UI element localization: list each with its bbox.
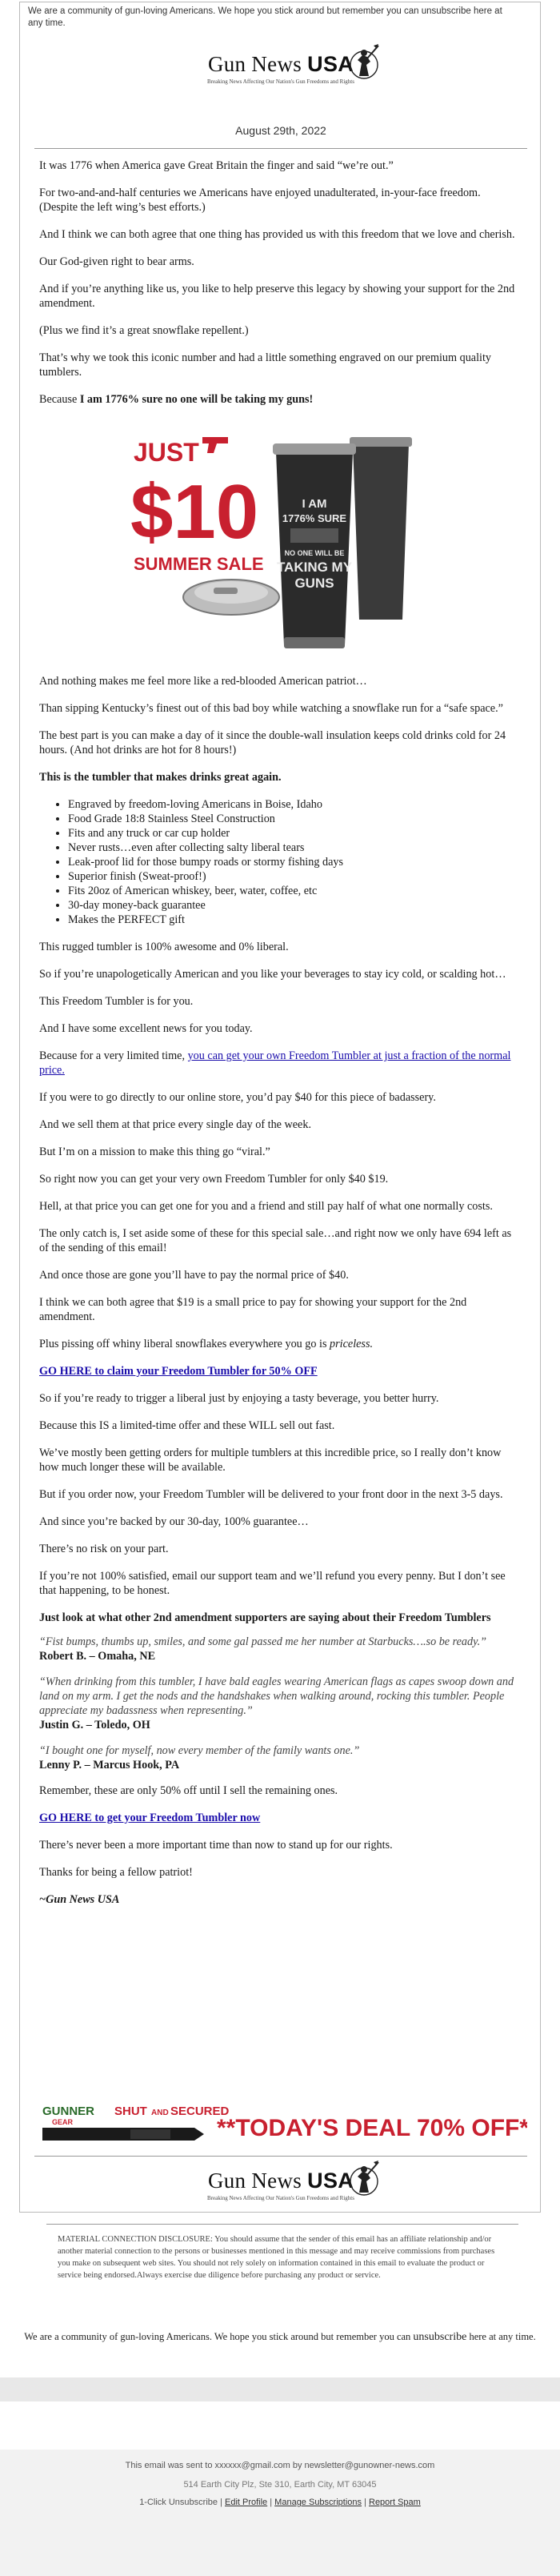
logo-title: Gun News USA xyxy=(207,52,354,76)
disclosure-divider xyxy=(46,2224,518,2225)
edit-profile-link[interactable]: Edit Profile xyxy=(224,2498,268,2507)
footer-divider xyxy=(34,2156,527,2157)
paragraph: Because for a very limited time, you can get your own Freedom Tumbler at just a fraction of the normal price. xyxy=(39,1049,511,1077)
paragraph: Because I am 1776% sure no one will be taking my guns! xyxy=(39,393,314,406)
svg-text:GUNS: GUNS xyxy=(294,576,334,591)
tumbler-promo-image[interactable] xyxy=(119,419,439,660)
paragraph: This Freedom Tumbler is for you. xyxy=(39,995,194,1008)
paragraph: So if you’re ready to trigger a liberal just by enjoying a tasty beverage, you better hurry. xyxy=(39,1392,439,1405)
paragraph: (Plus we find it’s a great snowflake repellent.) xyxy=(39,324,249,337)
paragraph: And I think we can both agree that one thing has provided us with this freedom that we love and cherish. xyxy=(39,228,515,241)
list-item: • Makes the PERFECT gift xyxy=(68,913,519,927)
list-item: • 30-day money-back guarantee xyxy=(68,898,519,913)
paragraph: For two-and-and-half centuries we Americans have enjoyed unadulterated, in-your-face freedom. (Despite the left wing’s best efforts.) xyxy=(39,187,481,214)
paragraph: And we sell them at that price every single day of the week. xyxy=(39,1118,311,1131)
material-disclosure: MATERIAL CONNECTION DISCLOSURE: You should assume that the sender of this email has an affiliate relationship and/or another material connection to the persons or businesses mentioned in this message and may receive commissions from purchases you make on subsequent web sites. You should not rely solely on information contained in this email to evaluate the product or service being endorsed.Always exercise due diligence before purchasing any product or service. xyxy=(58,2235,495,2280)
list-item: • Fits 20oz of American whiskey, beer, water, coffee, etc xyxy=(68,884,519,898)
paragraph: Our God-given right to bear arms. xyxy=(39,255,194,268)
svg-text:I AM: I AM xyxy=(302,497,327,511)
svg-text:NO ONE WILL BE: NO ONE WILL BE xyxy=(284,549,345,557)
feature-list xyxy=(39,797,519,927)
testimonials-heading: Just look at what other 2nd amendment supporters are saying about their Freedom Tumblers xyxy=(39,1611,491,1624)
list-item: • Leak-proof lid for those bumpy roads or stormy fishing days xyxy=(68,855,519,869)
paragraph: Plus pissing off whiny liberal snowflakes everywhere you go is priceless. xyxy=(39,1338,374,1350)
svg-text:1776% SURE: 1776% SURE xyxy=(282,512,347,524)
paragraph: So right now you can get your very own Freedom Tumbler for only $40 $19. xyxy=(39,1173,389,1186)
paragraph: We’ve mostly been getting orders for multiple tumblers at this incredible price, so I really don’t know how much longer these will be available. xyxy=(39,1446,502,1474)
paragraph: Because this IS a limited-time offer and these WILL sell out fast. xyxy=(39,1419,335,1432)
one-click-unsubscribe[interactable]: 1-Click Unsubscribe xyxy=(139,2498,218,2507)
deal-banner-graphic xyxy=(34,2096,527,2152)
paragraph: Than sipping Kentucky’s finest out of this bad boy while watching a snowflake run for a “safe space.” xyxy=(39,702,503,715)
just-label: JUST xyxy=(134,438,199,467)
testimonial-author: Robert B. – Omaha, NE xyxy=(39,1650,156,1663)
paragraph: This rugged tumbler is 100% awesome and 0% liberal. xyxy=(39,941,289,953)
paragraph: And if you’re anything like us, you like to help preserve this legacy by showing your support for the 2nd amendment. xyxy=(39,283,515,310)
signoff: ~Gun News USA xyxy=(39,1893,120,1906)
tumbler-icon xyxy=(276,451,353,645)
svg-text:SECURED: SECURED xyxy=(170,2105,230,2118)
tumbler-sale-graphic xyxy=(119,419,439,660)
paragraph: The best part is you can make a day of it since the double-wall insulation keeps cold drinks cold for 24 hours. (And hot drinks are hot for 8 hours!) xyxy=(39,729,506,756)
soldier-emblem-icon xyxy=(346,2159,382,2199)
paragraph: And once those are gone you’ll have to pay the normal price of $40. xyxy=(39,1269,349,1282)
header-divider xyxy=(34,148,527,149)
summer-sale-label: SUMMER SALE xyxy=(134,554,264,574)
list-item: • Superior finish (Sweat-proof!) xyxy=(68,869,519,884)
claim-tumbler-link[interactable]: GO HERE to claim your Freedom Tumbler for 50% OFF xyxy=(39,1365,318,1378)
testimonial-quote: “I bought one for myself, now every member of the family wants one.” xyxy=(39,1744,360,1757)
list-item: • Fits and any truck or car cup holder xyxy=(68,826,519,841)
paragraph: If you were to go directly to our online store, you’d pay $40 for this piece of badassery. xyxy=(39,1091,436,1104)
paragraph: And since you’re backed by our 30-day, 100% guarantee… xyxy=(39,1515,309,1528)
paragraph: Remember, these are only 50% off until I sell the remaining ones. xyxy=(39,1784,338,1797)
manage-subscriptions-link[interactable]: Manage Subscriptions xyxy=(274,2498,362,2507)
testimonial-author: Lenny P. – Marcus Hook, PA xyxy=(39,1759,180,1772)
top-note: We are a community of gun-loving Americans. We hope you stick around but remember you can unsubscribe here at any time. xyxy=(28,6,502,28)
fraction-price-link[interactable]: you can get your own Freedom Tumbler at just a fraction of the normal price. xyxy=(39,1049,511,1077)
mailing-address: 514 Earth City Plz, Ste 310, Earth City, MT 63045 xyxy=(183,2480,377,2490)
header-logo[interactable] xyxy=(20,52,542,85)
svg-text:AND: AND xyxy=(151,2109,169,2117)
paragraph: Thanks for being a fellow patriot! xyxy=(39,1866,193,1879)
svg-text:GEAR: GEAR xyxy=(52,2118,74,2126)
list-item: • Never rusts…even after collecting salty liberal tears xyxy=(68,841,519,855)
footer-logo[interactable] xyxy=(20,2169,542,2201)
logo-tagline: Breaking News Affecting Our Nation's Gun Freedoms and Rights xyxy=(207,2195,354,2201)
issue-date: August 29th, 2022 xyxy=(235,124,326,137)
unsubscribe-link[interactable]: unsubscribe xyxy=(413,2331,467,2343)
community-note: We are a community of gun-loving Americans. We hope you stick around but remember you can unsubscribe here at any time. xyxy=(24,2331,536,2343)
gunner-brand: GUNNER xyxy=(42,2105,95,2118)
bold-claim: I am 1776% sure no one will be taking my guns! xyxy=(79,393,314,406)
paragraph: So if you’re unapologetically American and you like your beverages to stay icy cold, or scalding hot… xyxy=(39,968,506,981)
logo-title: Gun News USA xyxy=(207,2169,354,2193)
paragraph: I think we can both agree that $19 is a small price to pay for showing your support for the 2nd amendment. xyxy=(39,1296,467,1323)
sent-to-notice: This email was sent to xxxxxx@gmail.com by newsletter@gunowner-news.com xyxy=(125,2461,435,2470)
list-item: • Engraved by freedom-loving Americans in Boise, Idaho xyxy=(68,797,519,812)
email-footer xyxy=(0,2450,560,2576)
get-tumbler-link[interactable]: GO HERE to get your Freedom Tumbler now xyxy=(39,1812,261,1824)
price-label: $10 xyxy=(130,469,259,555)
pistol-icon xyxy=(202,437,228,453)
paragraph: But if you order now, your Freedom Tumbler will be delivered to your front door in the next 3-5 days. xyxy=(39,1488,503,1501)
spacer-band xyxy=(0,2377,560,2401)
deal-banner[interactable] xyxy=(34,2096,527,2152)
paragraph: There’s no risk on your part. xyxy=(39,1543,169,1555)
logo-tagline: Breaking News Affecting Our Nation's Gun Freedoms and Rights xyxy=(207,78,354,85)
paragraph: The only catch is, I set aside some of these for this special sale…and right now we only have 694 left as of the sending of this email! xyxy=(39,1227,512,1254)
paragraph: That’s why we took this iconic number and had a little something engraved on our premium quality tumblers. xyxy=(39,351,492,379)
knife-icon xyxy=(42,2128,204,2141)
paragraph: And nothing makes me feel more like a red-blooded American patriot… xyxy=(39,675,367,688)
paragraph: And I have some excellent news for you today. xyxy=(39,1022,253,1035)
testimonial-quote: “Fist bumps, thumbs up, smiles, and some gal passed me her number at Starbucks….so be ready.” xyxy=(39,1635,487,1648)
soldier-emblem-icon xyxy=(346,42,382,82)
list-item: • Food Grade 18:8 Stainless Steel Construction xyxy=(68,812,519,826)
report-spam-link[interactable]: Report Spam xyxy=(369,2498,421,2507)
email-frame xyxy=(19,2,541,2213)
footer-links: 1-Click Unsubscribe | Edit Profile | Manage Subscriptions | Report Spam xyxy=(139,2498,421,2507)
paragraph: It was 1776 when America gave Great Britain the finger and said “we’re out.” xyxy=(39,159,394,172)
paragraph: There’s never been a more important time than now to stand up for our rights. xyxy=(39,1839,393,1852)
paragraph: This is the tumbler that makes drinks great again. xyxy=(39,771,282,784)
testimonial-quote: “When drinking from this tumbler, I have bald eagles wearing American flags as capes swoop down and land on my arm. I get the nods and the handshakes when walking around, rocking this tumbler. People appreciate my badassness when representing.” xyxy=(39,1675,514,1717)
svg-text:TAKING MY: TAKING MY xyxy=(276,560,353,575)
deal-text: **TODAY'S DEAL 70% OFF** xyxy=(217,2115,527,2141)
testimonial-author: Justin G. – Toledo, OH xyxy=(39,1719,150,1731)
svg-text:SHUT: SHUT xyxy=(114,2105,147,2118)
paragraph: But I’m on a mission to make this thing go “viral.” xyxy=(39,1146,270,1158)
paragraph: Hell, at that price you can get one for you and a friend and still pay half of what one normally costs. xyxy=(39,1200,493,1213)
email-body xyxy=(39,158,519,1920)
paragraph: If you’re not 100% satisfied, email our support team and we’ll refund you every penny. But I don’t see that happening, to be honest. xyxy=(39,1570,506,1597)
